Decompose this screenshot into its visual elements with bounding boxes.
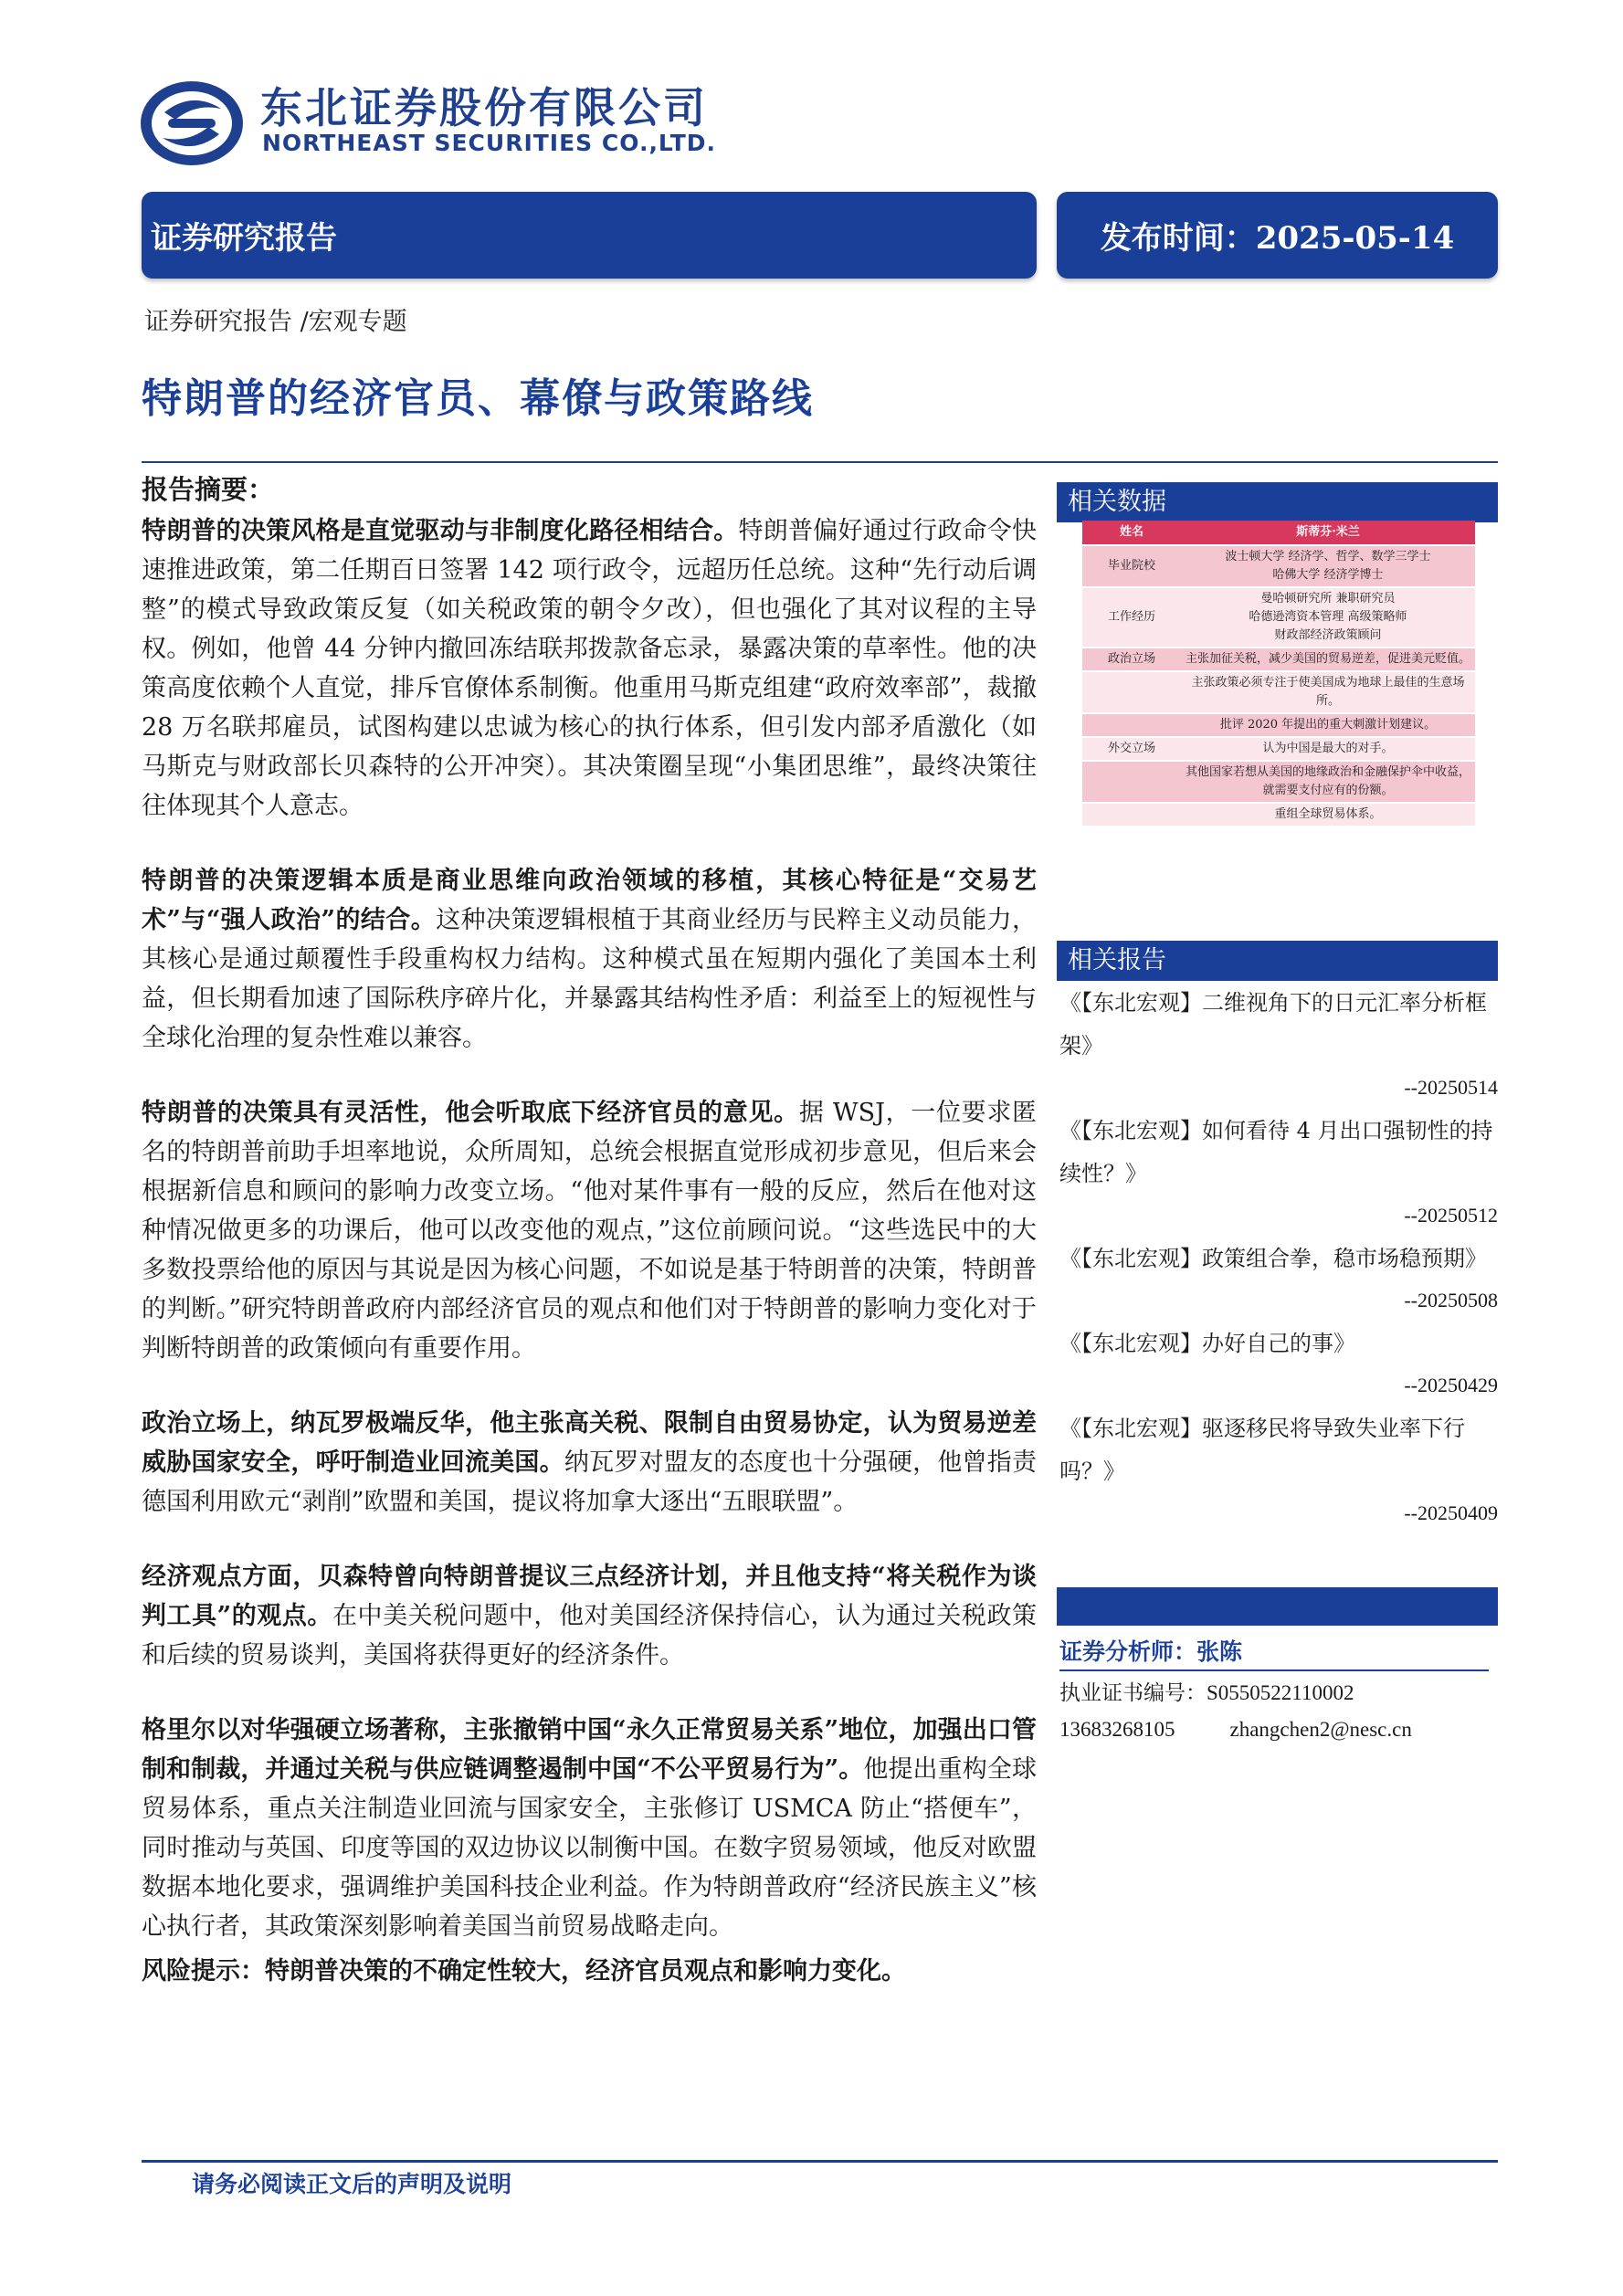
company-name-en: NORTHEAST SECURITIES CO.,LTD. <box>262 130 717 156</box>
analyst-cert: 执业证书编号：S0550522110002 <box>1059 1681 1354 1704</box>
report-date: --20250508 <box>1404 1289 1498 1311</box>
table-row-value <box>1181 737 1475 761</box>
table-row-value <box>1181 671 1475 713</box>
table-row <box>1082 713 1475 737</box>
table-row-label <box>1082 803 1181 827</box>
paragraph-body: 这种决策逻辑根植于其商业经历与民粹主义动员能力，其核心是通过颠覆性手段重构权力结构。这种模式虽在短期内强化了美国本土利益，但长期看加速了国际秩序碎片化，并暴露其结构性矛盾：利益至上的短视性与全球化治理的复杂性难以兼容。 <box>142 906 1037 1052</box>
report-title[interactable]: 《【东北宏观】办好自己的事》 <box>1059 1331 1355 1356</box>
related-reports-heading: 相关报告 <box>1057 941 1498 981</box>
table-row-line: 波士顿大学 经济学、哲学、数学三学士 <box>1225 550 1431 563</box>
paragraph-body: 在中美关税问题中，他对美国经济保持信心，认为通过关税政策和后续的贸易谈判，美国将获得更好的经济条件。 <box>142 1602 1038 1669</box>
paragraph-lead: 格里尔以对华强硬立场著称，主张撤销中国“永久正常贸易关系”地位，加强出口管制和制裁，并通过关税与供应链调整遏制中国“不公平贸易行为”。 <box>142 1716 1037 1784</box>
table-row <box>1082 761 1475 803</box>
report-date: --20250409 <box>1404 1501 1498 1524</box>
table-header-row <box>1082 521 1475 545</box>
report-title[interactable]: 《【东北宏观】驱逐移民将导致失业率下行吗？》 <box>1059 1416 1465 1484</box>
summary-section <box>142 470 1037 1991</box>
summary-paragraph <box>142 511 1037 826</box>
table-row-line: 哈佛大学 经济学博士 <box>1272 568 1384 582</box>
table-row-line: 曼哈顿研究所 兼职研究员 <box>1260 592 1396 606</box>
analyst-contact <box>1059 1711 1498 1748</box>
table-row-label <box>1082 671 1181 713</box>
breadcrumb: 证券研究报告 /宏观专题 <box>144 308 407 336</box>
report-item[interactable] <box>1059 1322 1498 1406</box>
summary-paragraph <box>142 1557 1037 1675</box>
sidebar-divider-bar <box>1057 1587 1498 1626</box>
report-item[interactable] <box>1059 1238 1498 1321</box>
table-row-value <box>1181 587 1475 648</box>
table-row <box>1082 671 1475 713</box>
table-row-label <box>1082 761 1181 803</box>
summary-paragraph <box>142 1711 1037 1946</box>
related-reports-list <box>1059 982 1498 1535</box>
table-row-label: 政治立场 <box>1082 648 1181 671</box>
table-row-line: 批评 2020 年提出的重大刺激计划建议。 <box>1219 718 1437 732</box>
table-row-value <box>1181 713 1475 737</box>
paragraph-lead: 经济观点方面，贝森特曾向特朗普提议三点经济计划，并且他支持“将关税作为谈判工具”的观点。 <box>142 1563 1037 1630</box>
table-row-line: 哈德逊湾资本管理 高级策略师 <box>1249 610 1407 624</box>
analyst-name: 证券分析师：张陈 <box>1059 1638 1243 1665</box>
analyst-phone: 13683268105 <box>1059 1718 1175 1741</box>
summary-paragraph <box>142 1093 1037 1368</box>
table-row-label: 外交立场 <box>1082 737 1181 761</box>
table-row <box>1082 803 1475 827</box>
table-row-label: 工作经历 <box>1082 587 1181 648</box>
table-header-value: 斯蒂芬·米兰 <box>1181 521 1475 545</box>
report-type-banner <box>142 192 1037 279</box>
report-title[interactable]: 《【东北宏观】二维视角下的日元汇率分析框架》 <box>1059 990 1487 1058</box>
report-item[interactable] <box>1059 982 1498 1108</box>
risk-text: 风险提示：特朗普决策的不确定性较大，经济官员观点和影响力变化。 <box>142 1957 906 1985</box>
paragraph-lead: 特朗普的决策具有灵活性，他会听取底下经济官员的意见。 <box>142 1099 799 1127</box>
report-item[interactable] <box>1059 1407 1498 1533</box>
paragraph-lead: 特朗普的决策逻辑本质是商业思维向政治领域的移植，其核心特征是“交易艺术”与“强人政治”的结合。 <box>142 867 1037 934</box>
table-row <box>1082 648 1475 671</box>
table-row-value <box>1181 803 1475 827</box>
table-row-label <box>1082 713 1181 737</box>
paragraph-lead: 特朗普的决策风格是直觉驱动与非制度化路径相结合。 <box>142 517 739 545</box>
profile-table <box>1082 521 1475 827</box>
table-row-line: 其他国家若想从美国的地缘政治和金融保护伞中收益，就需要支付应有的份额。 <box>1185 765 1470 797</box>
summary-paragraph <box>142 861 1037 1058</box>
company-name-cn: 东北证券股份有限公司 <box>260 83 708 132</box>
summary-paragraph <box>142 1404 1037 1522</box>
table-row-label: 毕业院校 <box>1082 545 1181 587</box>
risk-warning <box>142 1952 1037 1991</box>
footer-divider <box>142 2160 1498 2163</box>
table-row <box>1082 737 1475 761</box>
analyst-info <box>1059 1635 1498 1748</box>
page-title: 特朗普的经济官员、幕僚与政策路线 <box>142 375 814 422</box>
publish-date-banner <box>1057 192 1498 279</box>
footer-disclaimer: 请务必阅读正文后的声明及说明 <box>192 2171 512 2197</box>
paragraph-lead: 政治立场上，纳瓦罗极端反华，他主张高关税、限制自由贸易协定，认为贸易逆差威胁国家安全，呼吁制造业回流美国。 <box>142 1409 1037 1477</box>
summary-heading: 报告摘要： <box>142 474 275 505</box>
table-row <box>1082 545 1475 587</box>
title-divider <box>142 461 1498 463</box>
report-type-label: 证券研究报告 <box>151 220 337 257</box>
related-data-heading: 相关数据 <box>1057 482 1498 522</box>
table-row-value <box>1181 545 1475 587</box>
table-row-line: 主张加征关税，减少美国的贸易逆差，促进美元贬值。 <box>1185 652 1470 666</box>
table-row-line: 主张政策必须专注于使美国成为地球上最佳的生意场所。 <box>1191 676 1465 708</box>
paragraph-body: 纳瓦罗对盟友的态度也十分强硬，他曾指责德国利用欧元“剥削”欧盟和美国，提议将加拿大逐出“五眼联盟”。 <box>142 1448 1038 1516</box>
report-title[interactable]: 《【东北宏观】如何看待 4 月出口强韧性的持续性？》 <box>1059 1118 1493 1186</box>
table-row-value <box>1181 648 1475 671</box>
analyst-email[interactable]: zhangchen2@nesc.cn <box>1229 1718 1412 1741</box>
paragraph-body: 他提出重构全球贸易体系，重点关注制造业回流与国家安全，主张修订 USMCA 防止“搭便车”，同时推动与英国、印度等国的双边协议以制衡中国。在数字贸易领域，他反对欧盟数据本地化要求，强调维护美国科技企业利益。作为特朗普政府“经济民族主义”核心执行者，其政策深刻影响着美国当前贸易战略走向。 <box>142 1755 1037 1941</box>
report-title[interactable]: 《【东北宏观】政策组合拳，稳市场稳预期》 <box>1059 1246 1487 1271</box>
paragraph-body: 据 WSJ，一位要求匿名的特朗普前助手坦率地说，众所周知，总统会根据直觉形成初步意见，但后来会根据新信息和顾问的影响力改变立场。“他对某件事有一般的反应，然后在他对这种情况做更多的功课后，他可以改变他的观点，”这位前顾问说。“这些选民中的大多数投票给他的原因与其说是因为核心问题，不如说是基于特朗普的决策，特朗普的判断。”研究特朗普政府内部经济官员的观点和他们对于特朗普的影响力变化对于判断特朗普的政策倾向有重要作用。 <box>142 1099 1038 1363</box>
paragraph-body: 特朗普偏好通过行政命令快速推进政策，第二任期百日签署 142 项行政令，远超历任总统。这种“先行动后调整”的模式导致政策反复（如关税政策的朝令夕改），但也强化了其对议程的主导权。例如，他曾 44 分钟内撤回冻结联邦拨款备忘录，暴露决策的草率性。他的决策高度依赖个人直觉，排斥官僚体系制衡。他重用马斯克组建“政府效率部”，裁撤 28 万名联邦雇员，试图构建以忠诚为核心的执行体系，但引发内部矛盾激化（如马斯克与财政部长贝森特的公开冲突）。其决策圈呈现“小集团思维”，最终决策往往体现其个人意志。 <box>142 517 1037 820</box>
publish-date-label: 发布时间：2025-05-14 <box>1100 220 1455 257</box>
table-row-value <box>1181 761 1475 803</box>
report-date: --20250514 <box>1404 1076 1498 1099</box>
report-item[interactable] <box>1059 1110 1498 1236</box>
table-row <box>1082 587 1475 648</box>
table-row-line: 认为中国是最大的对手。 <box>1262 742 1394 755</box>
analyst-underline <box>1059 1669 1489 1671</box>
company-logo-icon <box>137 78 247 169</box>
table-row-line: 财政部经济政策顾问 <box>1274 628 1382 642</box>
report-date: --20250512 <box>1404 1204 1498 1227</box>
report-date: --20250429 <box>1404 1374 1498 1396</box>
table-row-line: 重组全球贸易体系。 <box>1274 807 1382 821</box>
table-header-label: 姓名 <box>1082 521 1181 545</box>
